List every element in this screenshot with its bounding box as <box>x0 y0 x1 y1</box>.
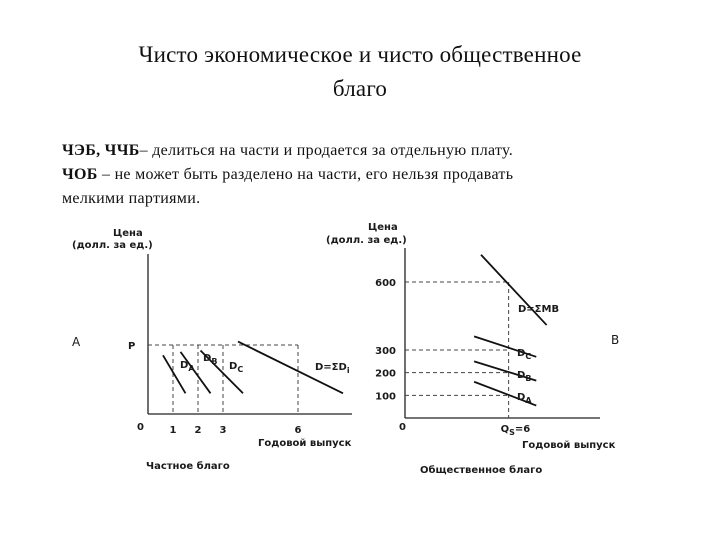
chart-b-qs-label: $Q_S=6$ <box>500 424 531 437</box>
chart-a-label-dc: $D_C$ <box>229 361 244 374</box>
chart-b-ytick-300: 300 <box>375 346 396 357</box>
chart-b-origin-label: 0 <box>399 422 406 433</box>
chart-private-good <box>72 228 352 472</box>
slide-title-line-1: Чисто экономическое и чисто общественное <box>138 42 582 67</box>
chart-a-xtick-6: 6 <box>294 425 302 436</box>
chart-a-ylabel-line-1: Цена <box>113 228 143 239</box>
chart-a-label-db: $D_B$ <box>203 353 218 366</box>
chart-b-ytick-200: 200 <box>375 368 396 380</box>
term-public-good: ЧОБ <box>62 166 98 183</box>
chart-b-xlabel: Годовой выпуск <box>522 440 616 451</box>
chart-b-panel-label: B <box>611 333 620 347</box>
chart-b-label-db: $D_B$ <box>517 370 532 383</box>
chart-b-title: Общественное благо <box>420 465 543 476</box>
definition-public-good: – не может быть разделено на части, его нельзя продавать <box>97 166 514 183</box>
chart-a-price-label: P <box>128 341 136 352</box>
chart-b-ylabel-line-1: Цена <box>368 222 398 233</box>
slide-title-line-2: благо <box>332 76 388 101</box>
chart-a-ylabel-line-2: (долл. за ед.) <box>72 240 153 251</box>
term-private-goods: ЧЭБ, ЧЧБ <box>62 142 140 159</box>
chart-b-label-sum: D=ΣMB <box>518 304 560 315</box>
definition-line-3: мелкими партиями. <box>62 190 201 207</box>
chart-a-origin-label: 0 <box>137 422 144 433</box>
chart-a-label-sum: $D=\Sigma D_i$ <box>315 362 350 375</box>
chart-b-ylabel-line-2: (долл. за ед.) <box>326 235 407 246</box>
chart-b-label-da: $D_A$ <box>517 392 532 405</box>
chart-b-ytick-600: 600 <box>375 278 396 289</box>
chart-a-xtick-3: 3 <box>219 425 227 436</box>
chart-a-title: Частное благо <box>146 461 230 472</box>
chart-b-label-dc: $D_C$ <box>517 348 532 361</box>
chart-public-good <box>326 222 619 476</box>
chart-b-ytick-100: 100 <box>375 391 396 403</box>
chart-a-xtick-2: 2 <box>194 425 202 436</box>
chart-a-label-da: $D_A$ <box>180 360 195 373</box>
chart-a-xtick-1: 1 <box>169 425 177 436</box>
chart-a-panel-label: A <box>72 335 81 349</box>
definition-private-goods: – делиться на части и продается за отдельную плату. <box>139 142 514 159</box>
chart-a-xlabel: Годовой выпуск <box>258 438 352 449</box>
